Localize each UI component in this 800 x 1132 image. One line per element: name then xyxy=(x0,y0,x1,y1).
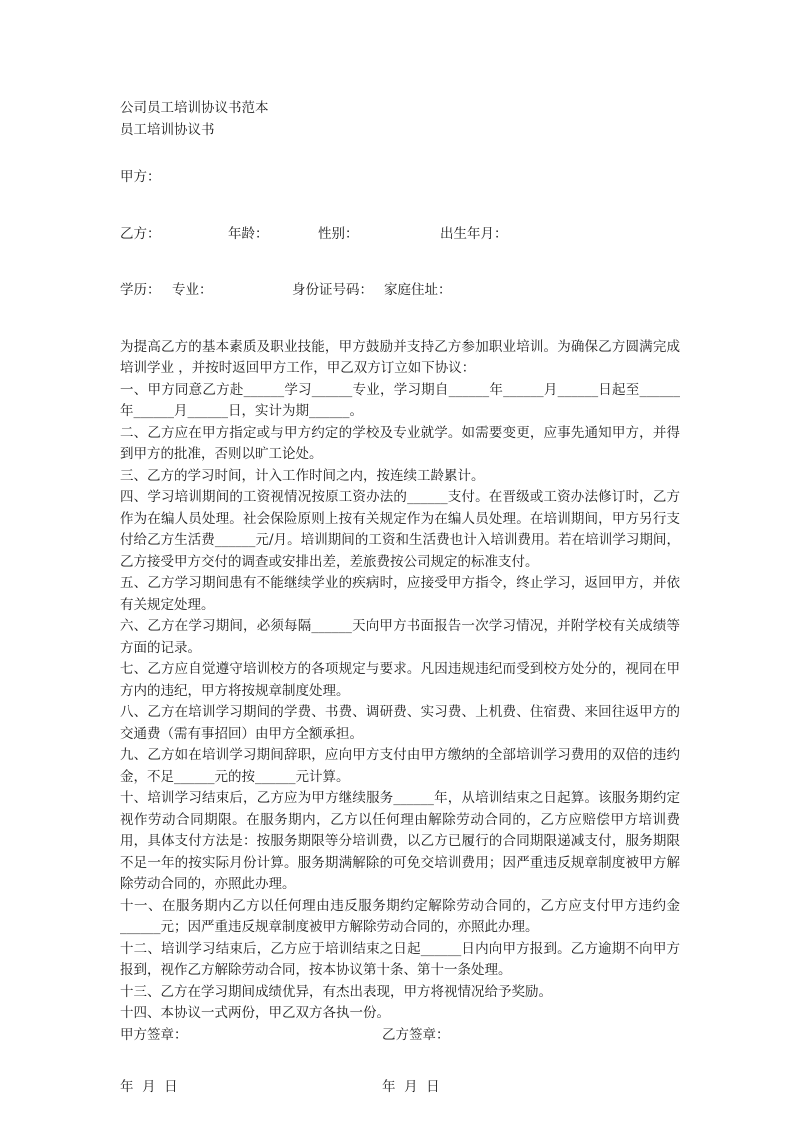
id-number-label: 身份证号码： xyxy=(292,282,373,298)
intro-paragraph: 为提高乙方的基本素质及职业技能，甲方鼓励并支持乙方参加职业培训。为确保乙方圆满完成培训学业 ，并按时返回甲方工作，甲乙双方订立如下协议： xyxy=(120,338,680,376)
home-address-label: 家庭住址： xyxy=(384,282,452,298)
education-label: 学历： xyxy=(120,282,161,298)
party-a-signature-label: 甲方签章： xyxy=(120,1026,188,1043)
clause-8: 八、乙方在培训学习期间的学费、书费、调研费、实习费、上机费、住宿费、来回往返甲方的交通费（需有事招回）由甲方全额承担。 xyxy=(120,704,680,742)
clause-12: 十二、培训学习结束后，乙方应于培训结束之日起______日内向甲方报到。乙方逾期不向甲方报到，视作乙方解除劳动合同，按本协议第十条、第十一条处理。 xyxy=(120,940,680,978)
party-b-info-row xyxy=(120,224,680,246)
clause-9: 九、乙方如在培训学习期间辞职，应向甲方支付由甲方缴纳的全部培训学习费用的双倍的违约金，不足______元的按______元计算。 xyxy=(120,747,680,785)
birth-date-label: 出生年月： xyxy=(440,225,508,242)
clause-6: 六、乙方在学习期间，必须每隔______天向甲方书面报告一次学习情况，并附学校有关成绩等方面的记录。 xyxy=(120,618,680,656)
agreement-document xyxy=(120,98,680,1099)
clause-14: 十四、本协议一式两份，甲乙双方各执一份。 xyxy=(120,1005,390,1021)
document-subtitle: 员工培训协议书 xyxy=(120,121,215,138)
clause-4: 四、学习培训期间的工资视情况按原工资办法的______支付。在晋级或工资办法修订时，乙方作为在编人员处理。社会保险原则上按有关规定作为在编人员处理。在培训期间，甲方另行支付给乙方生活费______元/月。培训期间的工资和生活费也计入培训费用。若在培训学习期间，乙方接受甲方交付的调查或安排出差，差旅费按公司规定的标准支付。 xyxy=(120,489,680,570)
clause-5: 五、乙方学习期间患有不能继续学业的疾病时，应接受甲方指令，终止学习，返回甲方，并依有关规定处理。 xyxy=(120,575,680,613)
clause-13: 十三、乙方在学习期间成绩优异，有杰出表现，甲方将视情况给予奖励。 xyxy=(120,983,552,1000)
gender-label: 性别： xyxy=(318,225,359,242)
age-label: 年龄： xyxy=(228,225,269,242)
document-title: 公司员工培训协议书范本 xyxy=(120,100,269,116)
clause-11: 十一、在服务期内乙方以任何理由违反服务期约定解除劳动合同的，乙方应支付甲方违约金______元；因严重违反规章制度被甲方解除劳动合同的，亦照此办理。 xyxy=(120,897,680,935)
clause-1: 一、甲方同意乙方赴______学习______专业，学习期自______年______月______日起至______年______月______日，实计为期______。 xyxy=(120,381,680,419)
clause-2: 二、乙方应在甲方指定或与甲方约定的学校及专业就学。如需要变更，应事先通知甲方，并得到甲方的批准，否则以旷工论处。 xyxy=(120,424,680,462)
clause-10: 十、培训学习结束后，乙方应为甲方继续服务______年，从培训结束之日起算。该服务期约定视作劳动合同期限。在服务期内，乙方以任何理由解除劳动合同的，乙方应赔偿甲方培训费用，具体支付方法是：按服务期限等分培训费，以乙方已履行的合同期限递减支付，服务期限不足一年的按实际月份计算。服务期满解除的可免交培训费用；因严重违反规章制度被甲方解除劳动合同的，亦照此办理。 xyxy=(120,790,680,892)
clause-7: 七、乙方应自觉遵守培训校方的各项规定与要求。凡因违规违纪而受到校方处分的，视同在甲方内的违纪，甲方将按规章制度处理。 xyxy=(120,661,680,699)
date-row xyxy=(120,1077,680,1099)
party-a-label: 甲方： xyxy=(120,169,161,185)
party-b-date-label: 年 月 日 xyxy=(382,1079,440,1095)
party-a-date-label: 年 月 日 xyxy=(120,1079,178,1095)
major-label: 专业： xyxy=(172,282,213,298)
party-b-label: 乙方： xyxy=(120,225,161,242)
party-b-detail-row xyxy=(120,280,680,302)
clause-3: 三、乙方的学习时间，计入工作时间之内，按连续工龄累计。 xyxy=(120,467,485,484)
signature-row xyxy=(120,1025,680,1047)
party-b-signature-label: 乙方签章： xyxy=(382,1026,450,1043)
